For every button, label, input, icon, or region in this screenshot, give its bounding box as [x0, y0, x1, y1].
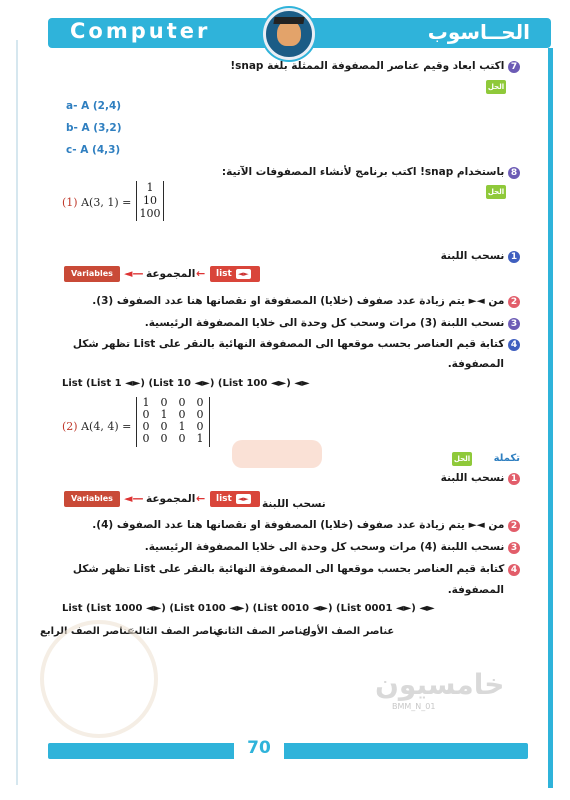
list-block: [210, 491, 260, 507]
matrix-2-cell: 0: [178, 396, 186, 409]
matrix-1-equation: [62, 196, 131, 209]
part1-step-4-cont: المصفوفة.: [447, 358, 504, 370]
list-arrows-icon: ◄►: [237, 495, 249, 503]
mascot-logo-icon: [263, 8, 315, 60]
q7-answer-b: b- A (3,2): [66, 122, 122, 134]
matrix-2-cell: 0: [142, 408, 150, 421]
variables-block: Variables: [64, 266, 120, 282]
step-text: من ◄► يتم زيادة عدد صفوف (خلايا) المصفوفة او نقصانها هنا عدد الصفوف (3).: [92, 295, 505, 307]
part1-step-2: [92, 295, 520, 308]
matrix-2-cell: 0: [160, 396, 168, 409]
matrix-2-cell: 1: [142, 396, 150, 409]
step-text: كتابة قيم العناصر بحسب موقعها الى المصفوفة النهائية بالنقر على List تظهر شكل: [72, 338, 505, 350]
part1-step-4: [73, 338, 520, 351]
q7-solution-badge: الحل: [486, 80, 506, 94]
brand-watermark: خامسيون: [375, 668, 505, 701]
matrix-2-cell: 0: [178, 432, 186, 445]
part2-step-4-cont: المصفوفة.: [447, 584, 504, 596]
arrow-left-icon: ◄—: [124, 267, 144, 280]
matrix-2-cell: 0: [160, 420, 168, 433]
matrix-1-lhs: A(3, 1) =: [81, 196, 132, 209]
row-label-3: عناصر الصف الثالث: [128, 626, 224, 637]
part2-step-2: [92, 519, 520, 532]
matrix-1-label: (1): [62, 196, 78, 209]
part1-step-1: [441, 250, 520, 263]
q7-answer-c: c- A (4,3): [66, 144, 121, 156]
footer-bar: [48, 743, 528, 759]
step-number: 1: [508, 251, 520, 263]
step-text: كتابة قيم العناصر بحسب موقعها الى المصفوفة النهائية بالنقر على List تظهر شكل: [72, 563, 505, 575]
part1-list-code: List (List 1 ◄►) (List 10 ◄►) (List 100 ◄►) ◄►: [62, 378, 310, 389]
seal-watermark: [40, 620, 158, 738]
q8-row: [222, 166, 520, 179]
part1-block-row: [64, 265, 254, 285]
matrix-1-cell: 1: [146, 181, 154, 194]
step-text: من ◄► يتم زيادة عدد صفوف (خلايا) المصفوفة او نقصانها هنا عدد الصفوف (4).: [92, 519, 505, 531]
q7-answer-a: a- A (2,4): [66, 100, 122, 112]
code-watermark: BMM_N_01: [392, 702, 436, 711]
page-number: 70: [234, 738, 284, 762]
matrix-2-cell: 1: [160, 408, 168, 421]
step-number: 2: [508, 520, 520, 532]
matrix-2-cell: 0: [142, 432, 150, 445]
matrix-2-cell: 0: [196, 396, 204, 409]
matrix-2-cell: 0: [160, 432, 168, 445]
matrix-1-cell: 100: [139, 207, 161, 220]
q8-text: باستخدام snap! اكتب برنامج لأنشاء المصفوفات الآتية:: [221, 166, 505, 178]
step-number: 4: [508, 339, 520, 351]
step-number: 4: [508, 564, 520, 576]
matrix-2-lhs: A(4, 4) =: [81, 420, 132, 433]
step-number: 2: [508, 296, 520, 308]
part2-solution-badge: الحل: [452, 452, 472, 466]
arrow-left-icon: ◄—: [124, 492, 144, 505]
q8-number: 8: [508, 167, 520, 179]
part2-step-1: [441, 472, 520, 485]
subject-title-en: Computer: [70, 19, 211, 43]
matrix-2-cell: 1: [178, 420, 186, 433]
matrix-2: [136, 397, 210, 447]
step-text: نسحب اللبنة (3) مرات وسحب كل وحدة الى خلايا المصفوفة الرئيسية.: [144, 317, 505, 329]
matrix-2-cell: 0: [196, 420, 204, 433]
part2-step-3: [145, 541, 520, 554]
list-block: [210, 266, 260, 282]
arrow-left-icon: ←: [196, 267, 206, 280]
row-label-2: عناصر الصف الثاني: [214, 626, 310, 637]
part2-step-4: [73, 563, 520, 576]
list-arrows-icon: ◄►: [237, 270, 249, 278]
part2-block-row: [64, 490, 324, 512]
subject-title-ar: الحــاسوب: [427, 20, 530, 44]
part1-step-3: [145, 317, 520, 330]
matrix-2-cell: 0: [142, 420, 150, 433]
part2-list-code: List (List 1000 ◄►) (List 0100 ◄►) (List 0010 ◄►) (List 0001 ◄►) ◄►: [62, 603, 435, 614]
row-label-4: عناصر الصف الرابع: [40, 626, 134, 637]
list-block-label: list: [216, 494, 232, 504]
row-label-1: عناصر الصف الأول: [302, 626, 395, 637]
step-number: 1: [508, 473, 520, 485]
matrix-2-label: (2): [62, 420, 78, 433]
step-text: نسحب اللبنة (4) مرات وسحب كل وحدة الى خلايا المصفوفة الرئيسية.: [144, 541, 505, 553]
matrix-1: [136, 181, 164, 221]
q7-row: [230, 60, 520, 73]
matrix-2-cell: 0: [196, 408, 204, 421]
matrix-2-cell: 0: [178, 408, 186, 421]
matrix-1-cell: 10: [143, 194, 157, 207]
q8-solution-badge: الحل: [486, 185, 506, 199]
variables-block: Variables: [64, 491, 120, 507]
group-label: المجموعة: [146, 493, 196, 505]
right-side-bar: [548, 48, 553, 788]
stamp-watermark: [232, 440, 322, 468]
step-number: 3: [508, 542, 520, 554]
part2-title: تكملة: [493, 453, 520, 464]
list-block-label: list: [216, 269, 232, 279]
arrow-left-icon: ←: [196, 492, 206, 505]
left-margin-line: [16, 40, 18, 785]
drag-label: نسحب اللبنة: [262, 498, 326, 510]
matrix-2-equation: [62, 420, 131, 433]
step-text: نسحب اللبنة: [440, 472, 505, 484]
step-text: نسحب اللبنة: [440, 250, 505, 262]
group-label: المجموعة: [146, 268, 196, 280]
q7-number: 7: [508, 61, 520, 73]
step-number: 3: [508, 318, 520, 330]
matrix-2-cell: 1: [196, 432, 204, 445]
q7-text: اكتب ابعاد وقيم عناصر المصفوفة الممثلة بلغة snap!: [230, 60, 505, 72]
